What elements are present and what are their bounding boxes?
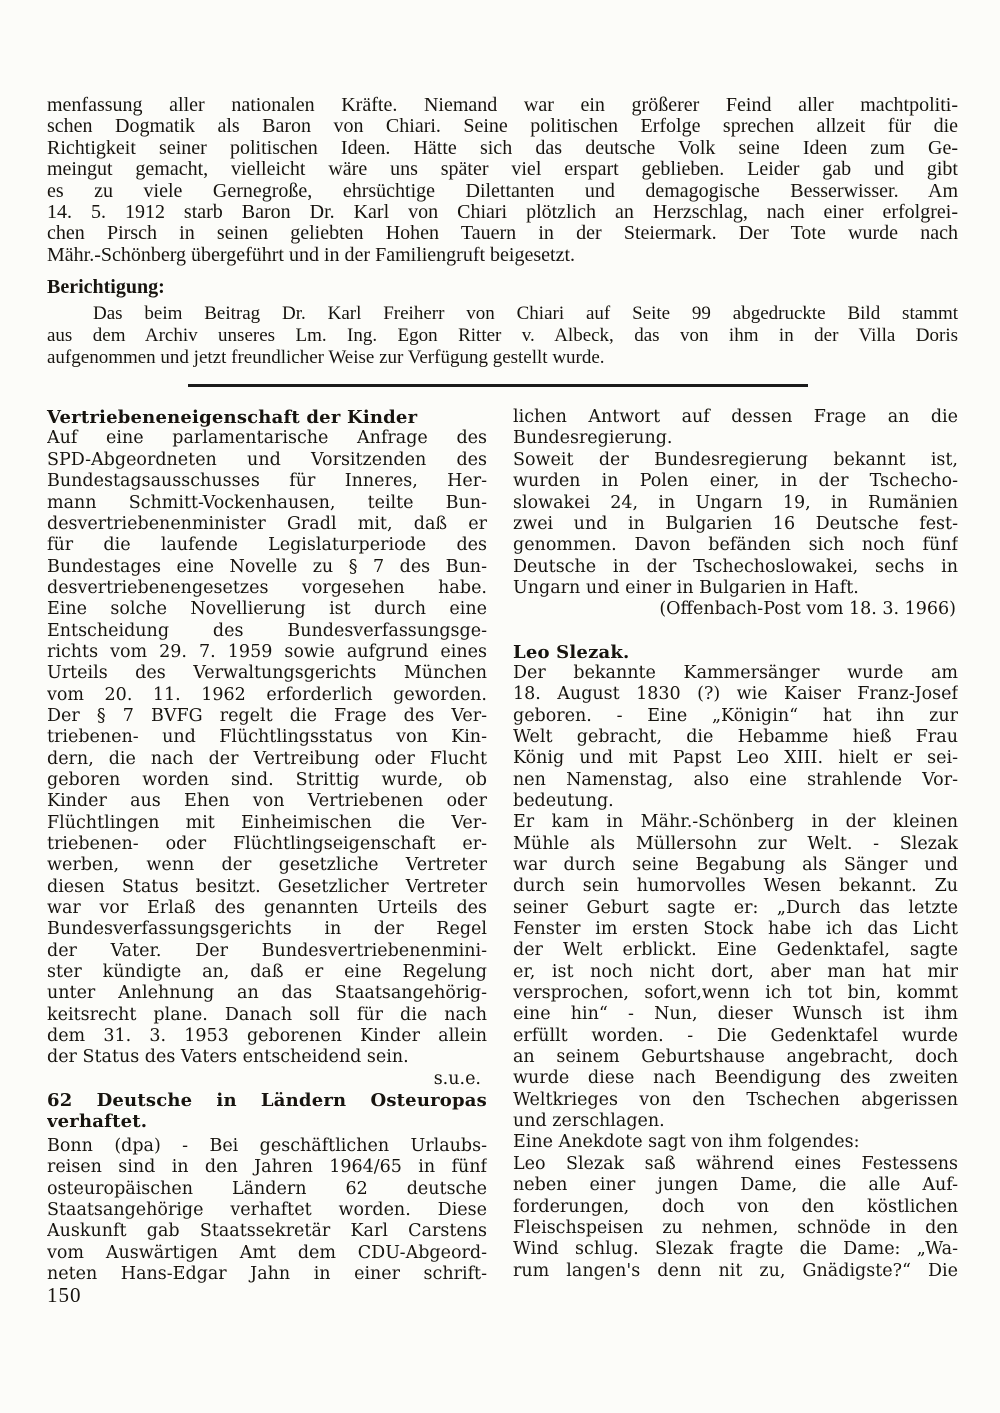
text-line: und zerschlagen.	[513, 1111, 665, 1132]
text-line: forderungen, doch von den köstlichen	[513, 1196, 958, 1217]
text-line: Deutsche in der Tschechoslowakei, sechs in	[513, 556, 958, 577]
text-line: der Welt erblickt. Eine Gedenktafel, sagte	[513, 940, 958, 961]
text-line: aus dem Archiv unseres Lm. Ing. Egon Ritter v. Albeck, das von ihm in der Villa Doris	[47, 325, 958, 347]
text-line: zwei und in Bulgarien 16 Deutsche fest-	[513, 513, 958, 534]
text-line: Flüchtlingen mit Einheimischen die Ver-	[47, 812, 487, 833]
text-line: war vor Erlaß des genannten Urteils des	[47, 898, 487, 919]
text-line: wurde diese nach Beendigung des zweiten	[513, 1068, 958, 1089]
text-line: reisen sind in den Jahren 1964/65 in fünf	[47, 1157, 487, 1178]
text-line: Bonn (dpa) - Bei geschäftlichen Urlaubs-	[47, 1135, 487, 1156]
text-line: SPD-Abgeordneten und Vorsitzenden des	[47, 449, 487, 470]
article-slezak-heading: Leo Slezak.	[513, 641, 630, 663]
text-line: rum langen's denn nit zu, Gnädigste?“ Die	[513, 1260, 958, 1281]
text-line: Fleischspeisen zu nehmen, schnöde in den	[513, 1217, 958, 1238]
text-line: genommen. Davon befänden sich noch fünf	[513, 535, 958, 556]
text-line: aufgenommen und jetzt freundlicher Weise zur Verfügung gestellt wurde.	[47, 347, 605, 369]
text-line: durch sein humorvolles Wesen bekannt. Zu	[513, 876, 958, 897]
text-line: seiner Geburt sagte er: „Durch das letzte	[513, 897, 958, 918]
text-line: war durch seine Begabung als Sänger und	[513, 855, 958, 875]
text-line: nen Namenstag, also eine strahlende Vor-	[513, 769, 958, 790]
text-line: 62 Deutsche in Ländern Osteuropas	[47, 1090, 487, 1112]
text-line: Auf eine parlamentarische Anfrage des	[47, 428, 487, 449]
top-article	[47, 95, 958, 266]
correction-body	[47, 303, 958, 369]
article-slezak-para2	[513, 812, 958, 1132]
text-line: er, ist noch nicht dort, aber man hat mir	[513, 961, 958, 982]
article-arrests-heading	[47, 1090, 487, 1133]
article-slezak-para1	[513, 663, 958, 812]
article-children-heading: Vertriebeneneigenschaft der Kinder	[47, 407, 418, 429]
text-line: lichen Antwort auf dessen Frage an die	[513, 407, 958, 428]
text-line: triebenen- oder Flüchtlingseigenschaft er-	[47, 834, 487, 854]
text-line: neben einer jungen Dame, die alle Auf-	[513, 1175, 958, 1196]
text-line: Eine Anekdote sagt von ihm folgendes:	[513, 1132, 860, 1153]
text-line: meingut gemacht, vielleicht wäre uns später viel erspart geblieben. Leider gab und gibt	[47, 159, 958, 181]
text-line: Staatsangehörige verhaftet worden. Diese	[47, 1199, 487, 1220]
text-line: für die laufende Legislaturperiode des	[47, 535, 487, 556]
text-line: Ungarn und einer in Bulgarien in Haft.	[513, 577, 859, 598]
text-line: geboren worden sind. Strittig wurde, ob	[47, 769, 487, 790]
article-arrests-body	[47, 1136, 487, 1285]
text-line: dem 31. 3. 1953 geborenen Kinder allein	[47, 1026, 487, 1047]
text-line: Bundesregierung.	[513, 428, 673, 449]
text-line: vom 20. 11. 1962 erforderlich geworden.	[47, 684, 487, 705]
text-line: chen Pirsch in seinen geliebten Hohen Tauern in der Steiermark. Der Tote wurde nach	[47, 223, 958, 245]
text-line: Entscheidung des Bundesverfassungsge-	[47, 620, 487, 641]
text-line: Bundesverfassungsgerichts in der Regel	[47, 919, 487, 940]
text-line: an seinem Geburtshause angebracht, doch	[513, 1047, 958, 1068]
text-line: Soweit der Bundesregierung bekannt ist,	[513, 449, 958, 470]
text-line: verhaftet.	[47, 1111, 148, 1133]
text-line: bedeutung.	[513, 790, 614, 811]
text-line: Mühle als Müllersohn zur Welt. - Slezak	[513, 833, 958, 854]
text-line: versprochen, sofort,wenn ich tot bin, kommt	[513, 983, 958, 1004]
correction-section	[47, 275, 958, 369]
arrests-source-credit: (Offenbach-Post vom 18. 3. 1966)	[659, 599, 956, 620]
text-line: König und mit Papst Leo XIII. hielt er sei-	[513, 748, 958, 769]
text-line: vom Auswärtigen Amt dem CDU-Abgeord-	[47, 1242, 487, 1263]
text-line: werben, wenn der gesetzliche Vertreter	[47, 855, 487, 876]
text-line: geboren. - Eine „Königin“ hat ihn zur	[513, 705, 958, 726]
text-line: unter Anlehnung an das Staatsangehörig-	[47, 983, 487, 1004]
text-line: Wind schlug. Slezak fragte die Dame: „Wa-	[513, 1239, 958, 1260]
text-line: Eine solche Novellierung ist durch eine	[47, 599, 487, 620]
article-slezak-para3	[513, 1132, 958, 1153]
text-line: Weltkrieges von den Tschechen abgerissen	[513, 1089, 958, 1110]
text-line: mann Schmitt-Vockenhausen, teilte Bun-	[47, 492, 487, 513]
text-line: wurden in Polen einer, in der Tschecho-	[513, 471, 958, 492]
text-line: slowakei 24, in Ungarn 19, in Rumänien	[513, 492, 958, 513]
page-number: 150	[47, 1283, 82, 1307]
text-line: triebenen- und Flüchtlingsstatus von Kin-	[47, 727, 487, 748]
article-children-body	[47, 428, 487, 1068]
text-line: keitsrecht plane. Danach soll für die nach	[47, 1004, 487, 1025]
text-line: erfüllt worden. - Die Gedenktafel wurde	[513, 1025, 958, 1046]
text-line: desvertriebenengesetzes vorgesehen habe.	[47, 577, 487, 598]
correction-heading: Berichtigung:	[47, 276, 165, 299]
text-line: Mähr.-Schönberg übergeführt und in der Familiengruft beigesetzt.	[47, 244, 576, 266]
text-line: der Vater. Der Bundesvertriebenenmini-	[47, 940, 487, 961]
text-line: diesen Status besitzt. Gesetzlicher Vertreter	[47, 876, 487, 897]
text-line: eine hin“ - Nun, dieser Wunsch ist ihm	[513, 1004, 958, 1025]
text-line: ster kündigte an, daß er eine Regelung	[47, 962, 487, 983]
text-line: menfassung aller nationalen Kräfte. Niemand war ein größerer Feind aller machtpoliti-	[47, 95, 958, 116]
text-line: Das beim Beitrag Dr. Karl Freiherr von Chiari auf Seite 99 abgedruckte Bild stammt	[93, 303, 958, 325]
section-divider-rule	[188, 384, 808, 387]
text-line: Richtigkeit seiner politischen Ideen. Hätte sich das deutsche Volk seine Ideen zum Ge-	[47, 137, 958, 159]
text-line: Fenster im ersten Stock habe ich das Licht	[513, 919, 958, 940]
text-line: Der § 7 BVFG regelt die Frage des Ver-	[47, 705, 487, 726]
text-line: Bundestages eine Novelle zu § 7 des Bun-	[47, 556, 487, 577]
text-line: Welt gebracht, die Hebamme hieß Frau	[513, 726, 958, 747]
text-line: der Status des Vaters entscheidend sein.	[47, 1047, 409, 1068]
article-slezak-para4	[513, 1154, 958, 1282]
arrests-continuation-para2	[513, 450, 958, 599]
right-column	[513, 407, 958, 1285]
text-line: Der bekannte Kammersänger wurde am	[513, 662, 958, 683]
text-line: es zu viele Gernegroße, ehrsüchtige Dilettanten und demagogische Besserwisser. Am	[47, 180, 958, 202]
text-line: Kinder aus Ehen von Vertriebenen oder	[47, 791, 487, 812]
article-children-signoff: s.u.e.	[433, 1068, 481, 1089]
text-line: 18. August 1830 (?) wie Kaiser Franz-Josef	[513, 684, 958, 705]
text-line: Bundestagsausschusses für Inneres, Her-	[47, 471, 487, 492]
text-line: dern, die nach der Vertreibung oder Flucht	[47, 748, 487, 769]
text-line: osteuropäischen Ländern 62 deutsche	[47, 1178, 487, 1199]
left-column	[47, 407, 487, 1285]
text-line: neten Hans-Edgar Jahn in einer schrift-	[47, 1263, 487, 1284]
text-line: 14. 5. 1912 starb Baron Dr. Karl von Chiari plötzlich an Herzschlag, nach einer erfolgrei-	[47, 201, 958, 223]
text-line: Auskunft gab Staatssekretär Karl Carstens	[47, 1221, 487, 1242]
text-line: Er kam in Mähr.-Schönberg in der kleinen	[513, 812, 958, 833]
text-line: Urteils des Verwaltungsgerichts München	[47, 663, 487, 684]
arrests-continuation-para1	[513, 407, 958, 450]
text-line: richts vom 29. 7. 1959 sowie aufgrund eines	[47, 641, 487, 662]
text-line: Leo Slezak saß während eines Festessens	[513, 1153, 958, 1174]
top-article-text	[47, 95, 958, 266]
two-column-layout	[47, 407, 958, 1285]
text-line: desvertriebenenminister Gradl mit, daß er	[47, 513, 487, 534]
text-line: schen Dogmatik als Baron von Chiari. Seine politischen Erfolge sprechen allzeit für die	[47, 116, 958, 138]
